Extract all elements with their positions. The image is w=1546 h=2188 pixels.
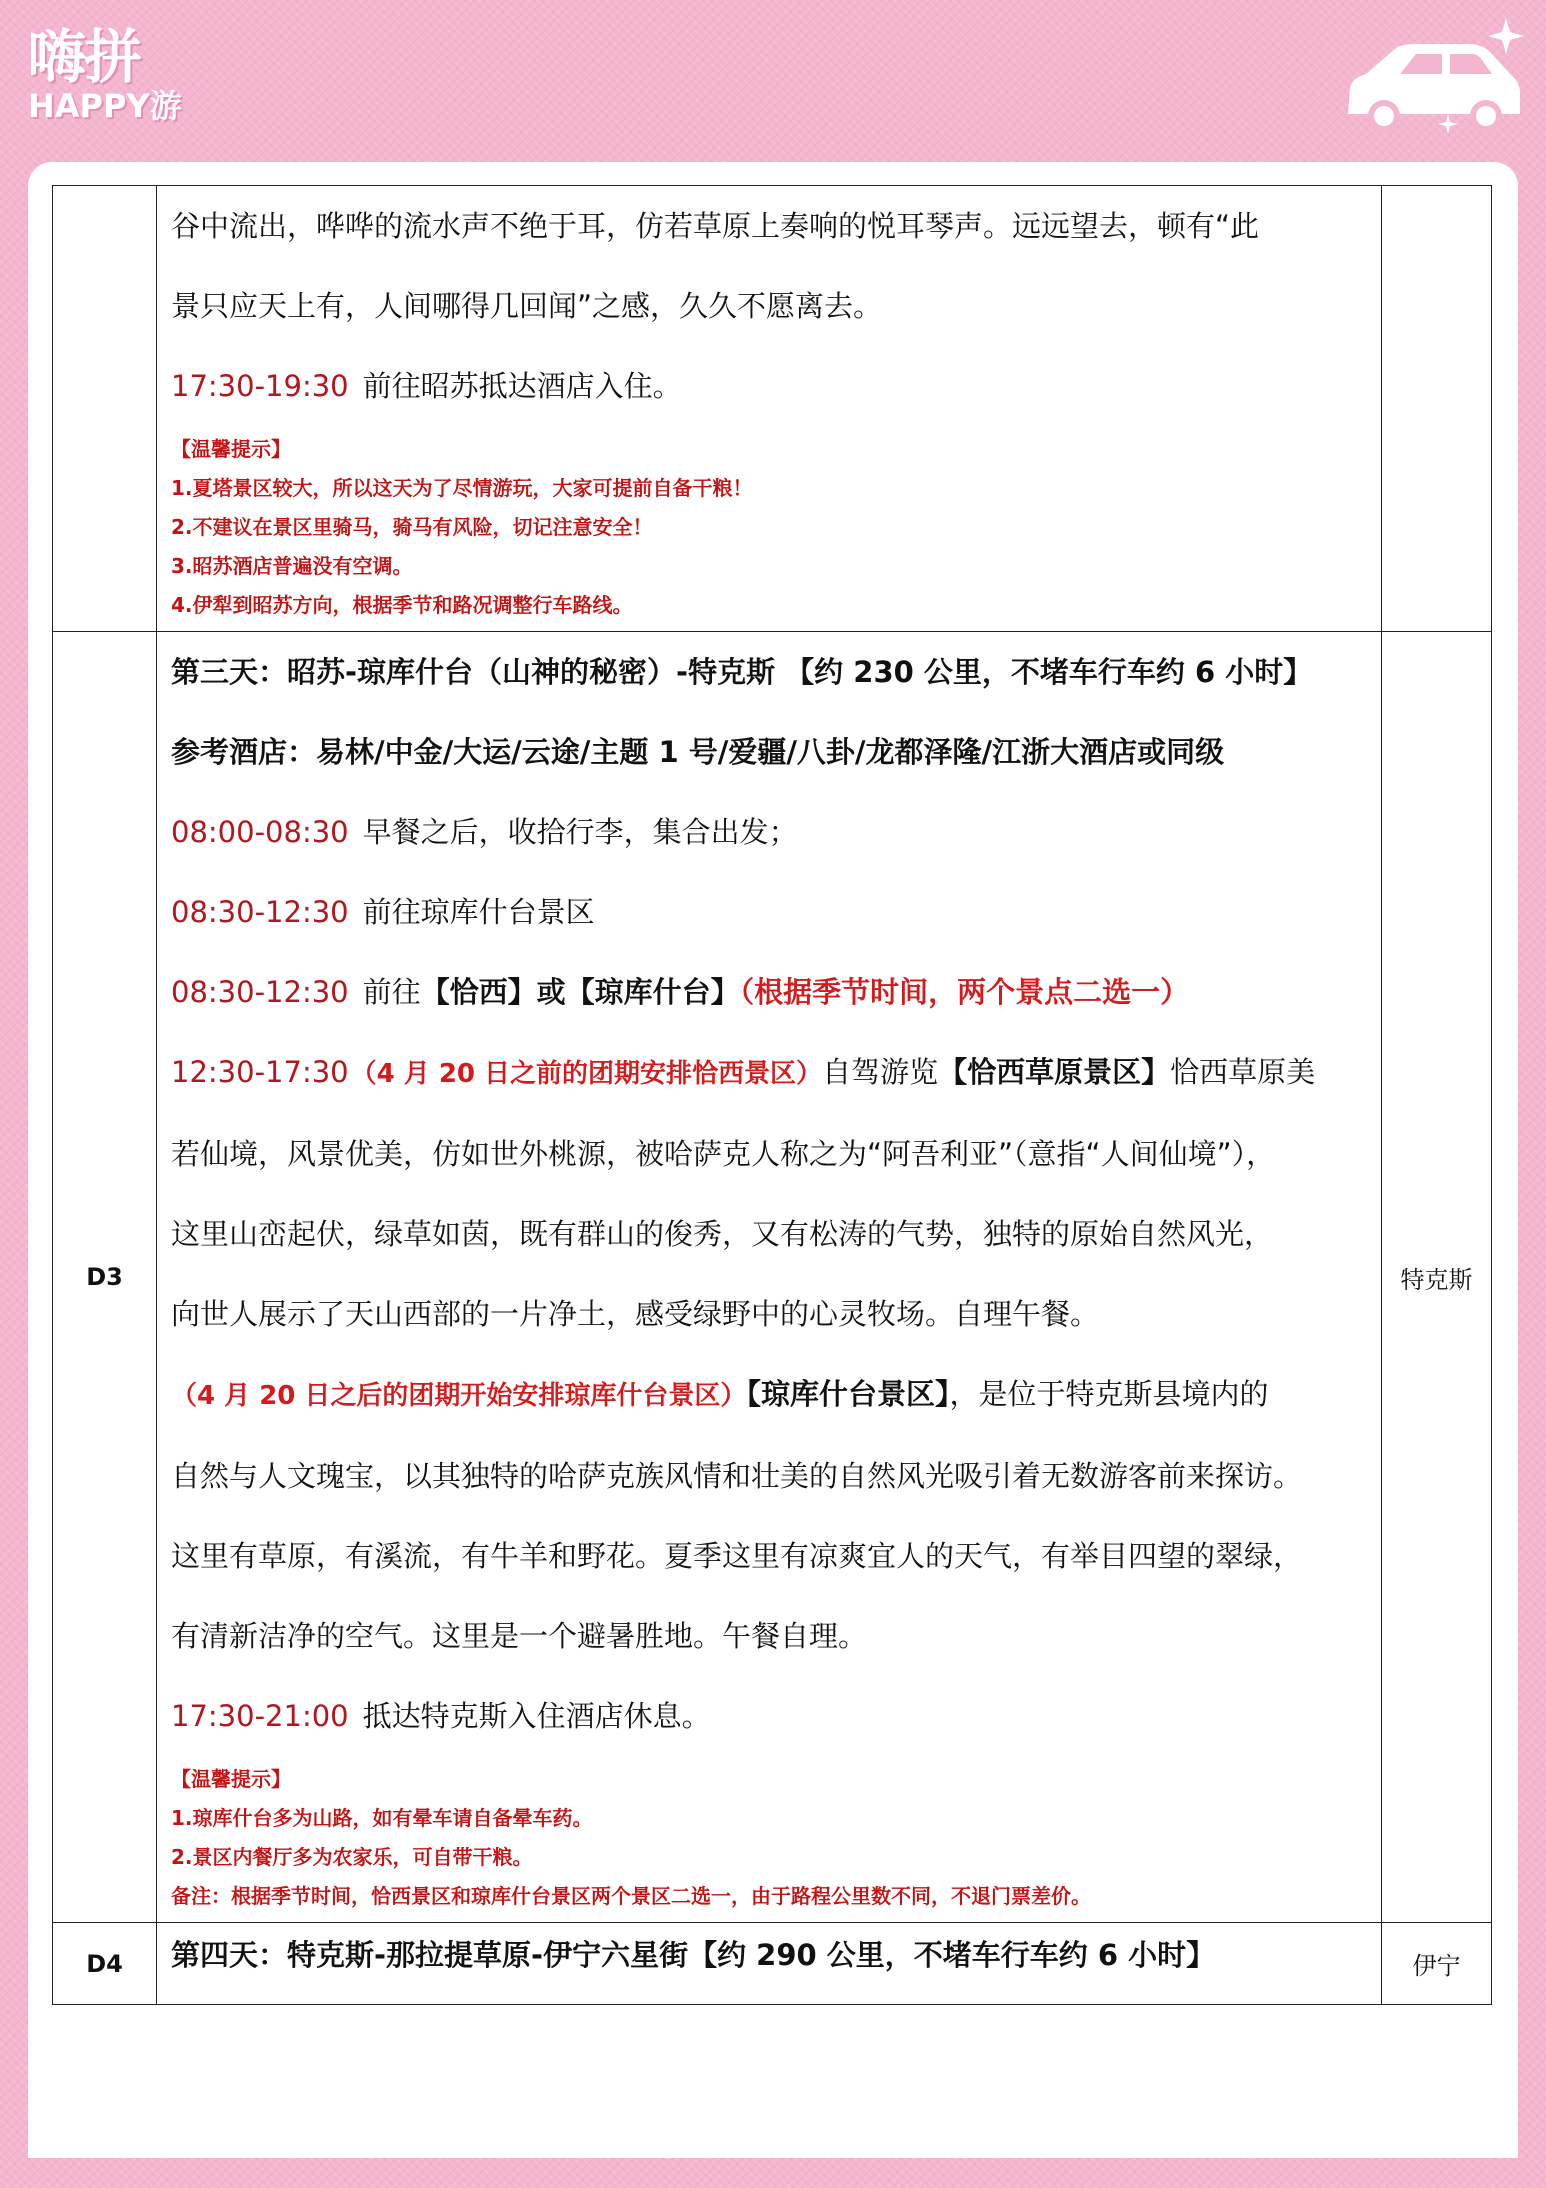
text-line: 谷中流出，哗哗的流水声不绝于耳，仿若草原上奏响的悦耳琴声。远远望去，顿有“此: [171, 209, 1260, 243]
day-title: 第三天：昭苏-琼库什台（山神的秘密）-特克斯 【约 230 公里，不堵车行车约 6 小时】: [171, 655, 1313, 689]
season-note: （4 月 20 日之后的团期开始安排琼库什台景区）: [171, 1381, 747, 1411]
itinerary-table: [52, 185, 1492, 2005]
schedule-text: 前往: [362, 975, 421, 1009]
schedule-time: 12:30-17:30: [171, 1055, 349, 1089]
schedule-text: 前往琼库什台景区: [362, 895, 595, 929]
schedule-text: 早餐之后，收拾行李，集合出发；: [362, 815, 798, 849]
tip-item: 3.昭苏酒店普遍没有空调。: [171, 554, 413, 578]
table-row-continued: [53, 186, 1492, 632]
table-row-d4: [53, 1923, 1492, 2005]
schedule-time: 17:30-19:30: [171, 369, 349, 403]
tip-item: 2.不建议在景区里骑马，骑马有风险，切记注意安全！: [171, 515, 653, 539]
schedule-line: [171, 1676, 1367, 1756]
tips-title: 【温馨提示】: [171, 1767, 291, 1791]
table-row-d3: [53, 632, 1492, 1923]
day-title: 第四天：特克斯-那拉提草原-伊宁六星街【约 290 公里，不堵车行车约 6 小时】: [171, 1938, 1216, 1972]
schedule-line: [171, 792, 1367, 872]
content-cell: [157, 186, 1382, 632]
schedule-time: 08:30-12:30: [171, 975, 349, 1009]
tip-item: 备注：根据季节时间，恰西景区和琼库什台景区两个景区二选一，由于路程公里数不同，不退门票差价。: [171, 1884, 1091, 1908]
brand-logo-main: 嗨拼: [28, 23, 141, 91]
schedule-time: 08:00-08:30: [171, 815, 349, 849]
day-cell: [53, 186, 157, 632]
text-line: 这里山峦起伏，绿草如茵，既有群山的俊秀，又有松涛的气势，独特的原始自然风光，: [171, 1217, 1274, 1251]
schedule-time: 17:30-21:00: [171, 1699, 349, 1733]
tips-block: [171, 1756, 1367, 1922]
text-line: 若仙境，风景优美，仿如世外桃源，被哈萨克人称之为“阿吾利亚”（意指“人间仙境”），: [171, 1137, 1276, 1171]
schedule-text: 恰西草原美: [1170, 1055, 1316, 1089]
day-cell: D3: [53, 632, 157, 1923]
tip-item: 4.伊犁到昭苏方向，根据季节和路况调整行车路线。: [171, 593, 633, 617]
text-line: 向世人展示了天山西部的一片净土，感受绿野中的心灵牧场。自理午餐。: [171, 1297, 1100, 1331]
season-note: （根据季节时间，两个景点二选一）: [739, 975, 1190, 1009]
hotel-cell: 伊宁: [1382, 1923, 1492, 2005]
text-line: 自然与人文瑰宝，以其独特的哈萨克族风情和壮美的自然风光吸引着无数游客前来探访。: [171, 1459, 1303, 1493]
schedule-text: 前往昭苏抵达酒店入住。: [362, 369, 682, 403]
scenic-spot-name: 【琼库什台景区】: [746, 1377, 950, 1411]
hotel-cell: [1382, 186, 1492, 632]
schedule-text: 自驾游览: [822, 1055, 939, 1089]
text-line: 这里有草原，有溪流，有牛羊和野花。夏季这里有凉爽宜人的天气，有举目四望的翠绿，: [171, 1539, 1303, 1573]
scenic-spot-options: 【恰西】或【琼库什台】: [420, 975, 740, 1009]
text-line: 景只应天上有，人间哪得几回闻”之感，久久不愿离去。: [171, 289, 883, 323]
tips-block: [171, 426, 1367, 631]
schedule-time: 08:30-12:30: [171, 895, 349, 929]
hotel-cell: 特克斯: [1382, 632, 1492, 1923]
schedule-line: [171, 872, 1367, 952]
schedule-text: 抵达特克斯入住酒店休息。: [362, 1699, 711, 1733]
season-note: （4 月 20 日之前的团期安排恰西景区）: [350, 1059, 823, 1089]
schedule-text: ，是位于特克斯县境内的: [949, 1377, 1269, 1411]
day-cell: D4: [53, 1923, 157, 2005]
tip-item: 1.夏塔景区较大，所以这天为了尽情游玩，大家可提前自备干粮！: [171, 476, 753, 500]
car-icon: [1336, 18, 1528, 144]
reference-hotels: 参考酒店：易林/中金/大运/云途/主题 1 号/爱疆/八卦/龙都泽隆/江浙大酒店或同级: [171, 735, 1225, 769]
content-cell: [157, 1923, 1382, 2005]
content-cell: [157, 632, 1382, 1923]
tip-item: 1.琼库什台多为山路，如有晕车请自备晕车药。: [171, 1806, 593, 1830]
schedule-line: [171, 952, 1367, 1032]
scenic-spot-name: 【恰西草原景区】: [938, 1055, 1171, 1089]
schedule-line: [171, 1354, 1367, 1436]
schedule-line: [171, 1032, 1367, 1114]
tips-title: 【温馨提示】: [171, 437, 291, 461]
tip-item: 2.景区内餐厅多为农家乐，可自带干粮。: [171, 1845, 533, 1869]
text-line: 有清新洁净的空气。这里是一个避暑胜地。午餐自理。: [171, 1619, 868, 1653]
brand-logo-sub: HAPPY游: [28, 87, 182, 125]
brand-logo: [28, 24, 182, 124]
schedule-line: [171, 346, 1367, 426]
